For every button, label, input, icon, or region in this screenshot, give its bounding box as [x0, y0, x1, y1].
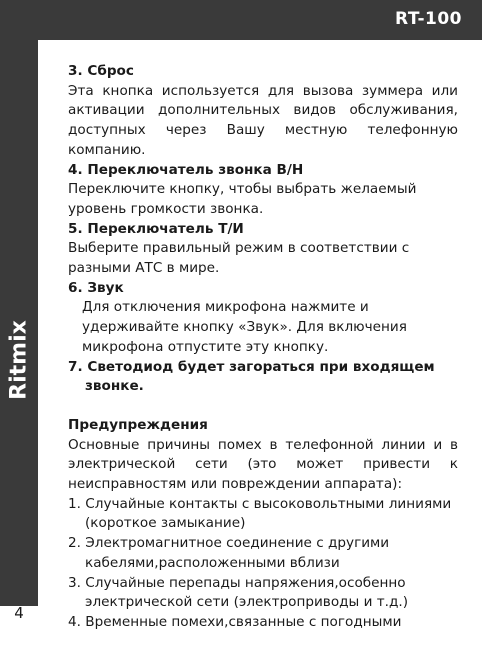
header-bar	[0, 0, 482, 40]
document-body	[68, 62, 458, 633]
section-6-title: 6. Звук	[68, 279, 124, 296]
section-7-title: 7. Светодиод будет загораться при входящем звонке.	[68, 358, 435, 395]
section-6-body: Для отключения микрофона нажмите и удерживайте кнопку «Звук». Для включения микрофона отпустите эту кнопку.	[82, 299, 407, 355]
warning-item-2: 2. Электромагнитное соединение с другими кабелями,расположенными вблизи	[68, 535, 390, 571]
side-bar	[0, 40, 38, 652]
model-name: RT-100	[395, 9, 462, 29]
warnings-title: Предупреждения	[68, 416, 208, 433]
section-5-body: Выберите правильный режим в соответствии с разными АТС в мире.	[68, 240, 410, 277]
section-3-title: 3. Сброс	[68, 63, 134, 79]
spacer	[68, 397, 458, 416]
warning-item-1: 1. Случайные контакты с высоковольтными линиями (короткое замыкание)	[68, 495, 452, 532]
warnings-intro: Основные причины помех в телефонной линии и в электрической сети (это может привести к неисправностям или повреждении аппарата):	[68, 436, 458, 493]
section-4-title: 4. Переключатель звонка В/Н	[68, 161, 304, 178]
ritmix-logo: Ritmix	[6, 320, 32, 400]
section-5-title: 5. Переключатель Т/И	[68, 220, 244, 237]
section-3-body: Эта кнопка используется для вызова зуммера или активации дополнительных видов обслуживания, доступных через Вашу местную телефонную компанию.	[68, 82, 458, 158]
section-4-body: Переключите кнопку, чтобы выбрать желаемый уровень громкости звонка.	[68, 181, 417, 217]
page-number: 4	[14, 604, 24, 622]
warning-item-4: 4. Временные помехи,связанные с погодными	[68, 613, 402, 630]
warning-item-3: 3. Случайные перепады напряжения,особенно электрической сети (электроприводы и т.д.)	[68, 574, 409, 611]
